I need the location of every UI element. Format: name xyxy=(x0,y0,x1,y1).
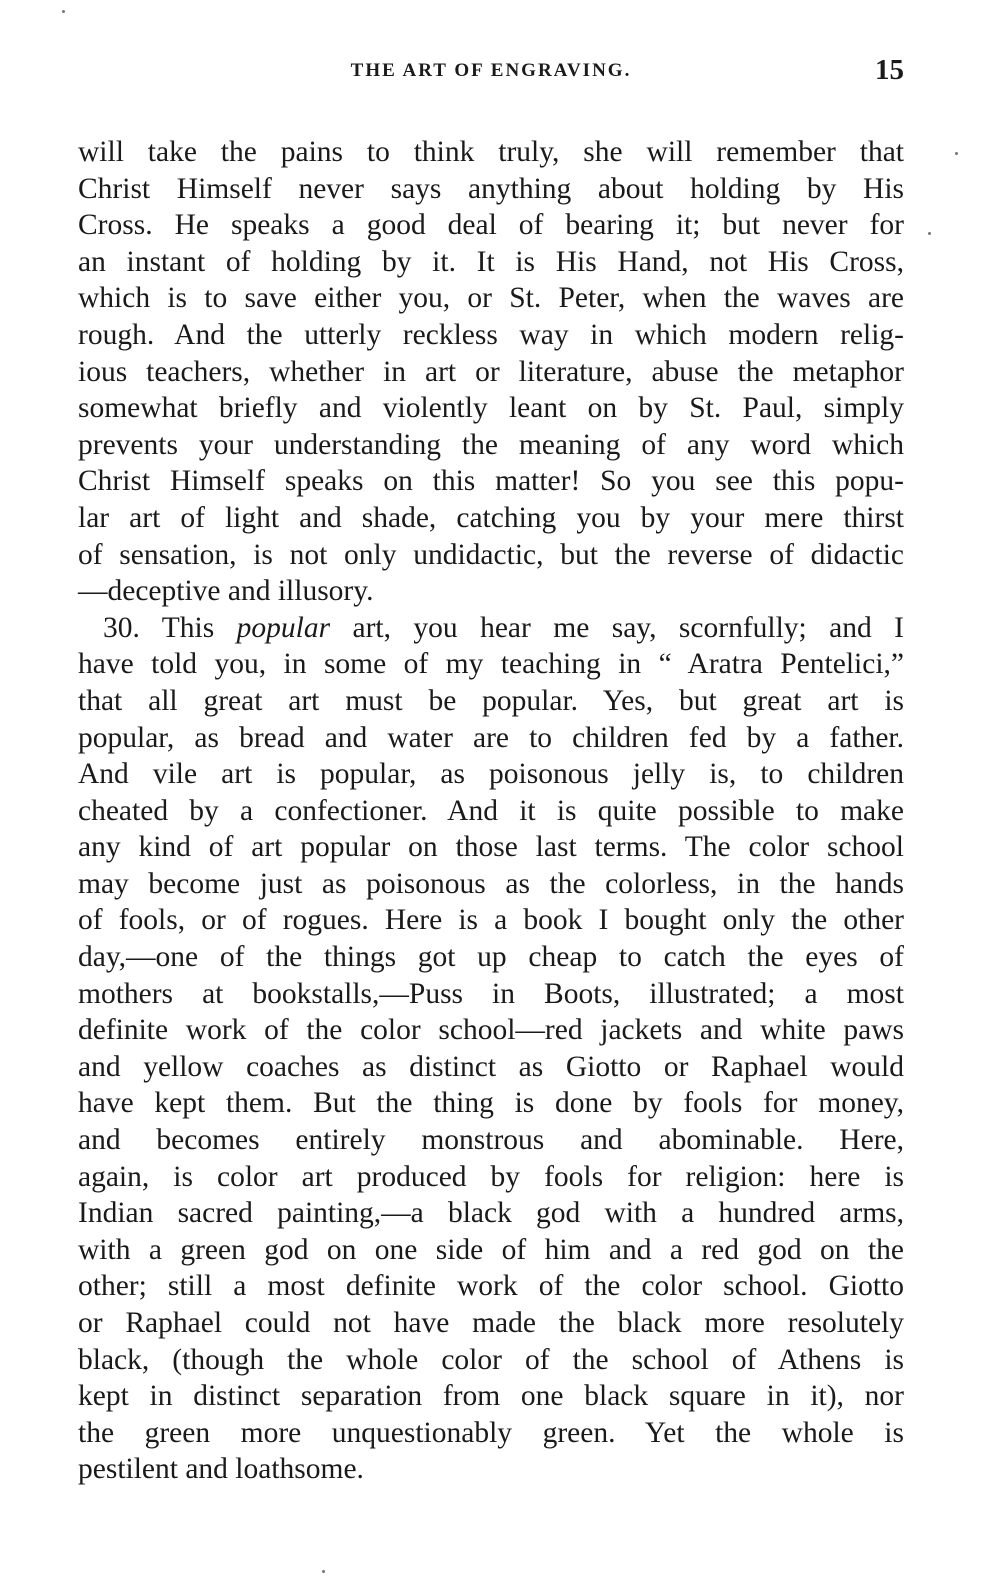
paragraph-opening-line xyxy=(78,610,904,647)
text-line: And vile art is popular, as poisonous jelly is, to children xyxy=(78,758,904,791)
text-line: somewhat briefly and violently leant on by St. Paul, simply xyxy=(78,392,904,425)
text-line: of sensation, is not only undidactic, but the reverse of didactic xyxy=(78,538,904,571)
text-line: have told you, in some of my teaching in “ Aratra Pentelici,” xyxy=(78,648,904,681)
text-line: prevents your understanding the meaning of any word which xyxy=(78,428,904,461)
text-line: day,—one of the things got up cheap to catch the eyes of xyxy=(78,941,904,974)
text-line: or Raphael could not have made the black more resolutely xyxy=(78,1307,904,1339)
page-number: 15 xyxy=(875,54,904,86)
text-line: the green more unquestionably green. Yet the whole is xyxy=(78,1416,904,1449)
text-line: will take the pains to think truly, she will remember that xyxy=(78,136,904,168)
text-line: again, is color art produced by fools for religion: here is xyxy=(78,1160,904,1193)
text-line: definite work of the color school—red jackets and white paws xyxy=(78,1014,904,1047)
text-line: have kept them. But the thing is done by fools for money, xyxy=(78,1087,904,1120)
text-line: of fools, or of rogues. Here is a book I bought only the other xyxy=(78,904,904,937)
text-line: which is to save either you, or St. Peter, when the waves are xyxy=(78,282,904,315)
text-line: mothers at bookstalls,—Puss in Boots, illustrated; a most xyxy=(78,977,904,1010)
opening-line-rest: art, you hear me say, scornfully; and I xyxy=(330,611,904,644)
paragraph-number: 30. This xyxy=(103,611,237,644)
text-line: cheated by a confectioner. And it is quite possible to make xyxy=(78,794,904,827)
body-text xyxy=(78,134,904,1488)
text-line: and becomes entirely monstrous and abominable. Here, xyxy=(78,1124,904,1157)
text-line: rough. And the utterly reckless way in which modern relig- xyxy=(78,318,904,351)
text-line: Christ Himself speaks on this matter! So you see this popu- xyxy=(78,465,904,498)
emphasis-popular: popular xyxy=(236,611,331,644)
text-line: may become just as poisonous as the colorless, in the hands xyxy=(78,867,904,900)
text-line: any kind of art popular on those last terms. The color school xyxy=(78,831,904,864)
running-title: THE ART OF ENGRAVING. xyxy=(350,60,632,81)
text-line: that all great art must be popular. Yes, but great art is xyxy=(78,684,904,717)
text-line: —deceptive and illusory. xyxy=(78,575,374,608)
text-line: Christ Himself never says anything about holding by His xyxy=(78,172,904,205)
text-line: other; still a most definite work of the color school. Giotto xyxy=(78,1270,904,1303)
text-line: and yellow coaches as distinct as Giotto or Raphael would xyxy=(78,1050,904,1083)
text-line: pestilent and loathsome. xyxy=(78,1453,364,1486)
text-line: Indian sacred painting,—a black god with a hundred arms, xyxy=(78,1197,904,1230)
text-line: Cross. He speaks a good deal of bearing it; but never for xyxy=(78,209,904,242)
text-line: with a green god on one side of him and a red god on the xyxy=(78,1233,904,1266)
text-line: black, (though the whole color of the school of Athens is xyxy=(78,1343,904,1376)
page-header xyxy=(78,54,904,100)
text-line: kept in distinct separation from one black square in it), nor xyxy=(78,1380,904,1413)
text-line: an instant of holding by it. It is His Hand, not His Cross, xyxy=(78,245,904,278)
text-line: ious teachers, whether in art or literature, abuse the metaphor xyxy=(78,355,904,388)
text-line: lar art of light and shade, catching you by your mere thirst xyxy=(78,501,904,534)
text-line: popular, as bread and water are to children fed by a father. xyxy=(78,721,904,754)
